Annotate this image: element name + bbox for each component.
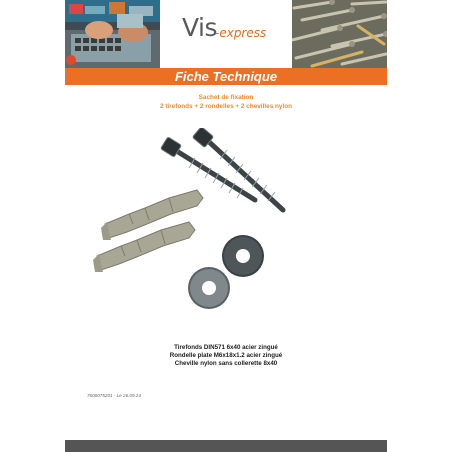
washer-icon: [222, 235, 264, 277]
title-bar: [65, 68, 387, 85]
page-title: Fiche Technique: [174, 69, 278, 84]
header-banner: [65, 0, 387, 68]
product-contents: 2 tirefonds + 2 rondelles + 2 chevilles nylon: [159, 103, 293, 110]
screws-photo: [292, 0, 387, 68]
spec-line: Cheville nylon sans collerette 8x40: [174, 360, 278, 367]
reference-date: 7600075201 - Le 26.09.24: [87, 393, 141, 398]
footer-bar: [65, 440, 387, 452]
product-name: Sachet de fixation: [198, 94, 254, 101]
spec-line: Tirefonds DIN571 6x40 acier zingué: [174, 344, 278, 351]
product-image: [85, 128, 325, 318]
brand-logo: [160, 0, 292, 68]
workshop-photo: [65, 0, 160, 68]
washer-icon: [188, 267, 230, 309]
spec-line: Rondelle plate M6x18x1.2 acier zingué: [169, 352, 283, 359]
brand-name: Vis: [182, 13, 218, 42]
technical-sheet-page: [65, 0, 387, 452]
brand-accent: -express: [215, 26, 267, 40]
